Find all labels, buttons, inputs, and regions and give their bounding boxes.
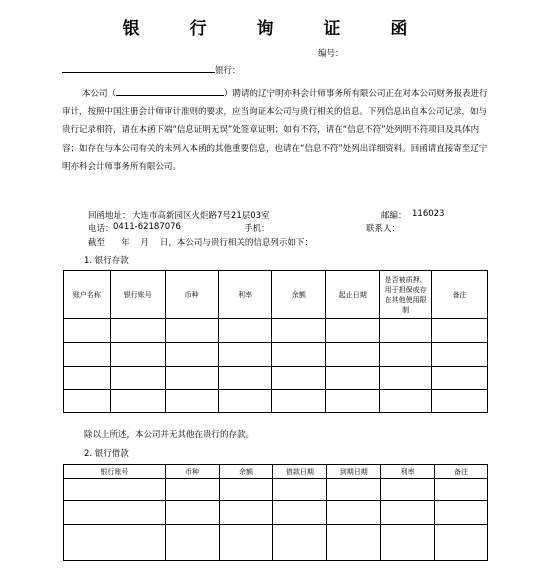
- section1-heading: 1. 银行存款: [84, 256, 129, 266]
- remark-text: 除以上所述，本公司并无其他在贵行的存款。: [84, 430, 255, 440]
- table-row: [64, 479, 488, 501]
- header-remarks: 备注: [432, 271, 488, 319]
- phone-label: 电话：: [88, 224, 114, 234]
- header-account-name: 账户名称: [64, 271, 111, 319]
- para-suffix: ）聘请的辽宁明亦科会计师事务所有限公司正在对本公司财务报表进行审计，按照中国注册会计师审计准则的要求，应当询证本公司与贵行相关的信息。下列信息出自本公司记录，如与贵行记录相符，请在本函下端“信息证明无误”处签章证明；如有不符，请在“信息不符”处列明不符项目及具体内容；如存在与本公司有关的未列入本函的其他重要信息，也请在“信息不符”处列出详细资料。回函请直接寄至辽宁明亦科会计师事务所有限公司。: [62, 89, 488, 172]
- table-row: [64, 343, 488, 367]
- header-balance: 余额: [272, 271, 326, 319]
- deposit-table: [63, 270, 488, 413]
- header-loan-rate: 利率: [381, 465, 435, 479]
- body-paragraph: [62, 85, 492, 176]
- section2-heading: 2. 银行借款: [84, 449, 129, 459]
- header-loan-date: 借款日期: [273, 465, 327, 479]
- para-prefix: 本公司（: [82, 89, 117, 99]
- address-label: 回函地址：: [88, 211, 131, 221]
- header-maturity-date: 到期日期: [327, 465, 381, 479]
- header-start-end-date: 起止日期: [326, 271, 380, 319]
- phone-value: 0411-62187076: [113, 222, 181, 232]
- header-loan-remarks: 备注: [435, 465, 488, 479]
- bank-name-blank[interactable]: [62, 72, 215, 73]
- mobile-label: 手机：: [244, 224, 270, 234]
- table-row: [64, 501, 488, 525]
- header-currency: 币种: [165, 271, 218, 319]
- postcode-value: 116023: [412, 209, 445, 219]
- number-label: 编号：: [318, 49, 344, 59]
- table-row: [64, 367, 488, 390]
- company-name-blank[interactable]: [116, 95, 224, 96]
- address-value: 大连市高新园区火炬路7号21层03室: [132, 211, 270, 221]
- header-pledge-restriction: 是否被质押、用于担保或存在其他使用限制: [380, 271, 432, 319]
- as-of-line: 截至 年 月 日，本公司与贵行相关的信息列示如下：: [88, 238, 313, 248]
- postcode-label: 邮编：: [381, 211, 407, 221]
- loan-table: [63, 464, 488, 561]
- header-interest-rate: 利率: [218, 271, 272, 319]
- header-loan-currency: 币种: [165, 465, 219, 479]
- table-row: [64, 390, 488, 413]
- page-title: 银 行 询 证 函: [122, 19, 430, 39]
- bank-line: [62, 64, 241, 76]
- header-loan-balance: 余额: [219, 465, 273, 479]
- contact-person-label: 联系人：: [366, 224, 401, 234]
- bank-label: 银行：: [215, 66, 241, 76]
- table-row: [64, 525, 488, 561]
- header-loan-account-no: 银行账号: [64, 465, 166, 479]
- table-row: [64, 319, 488, 343]
- header-bank-account-no: 银行账号: [110, 271, 165, 319]
